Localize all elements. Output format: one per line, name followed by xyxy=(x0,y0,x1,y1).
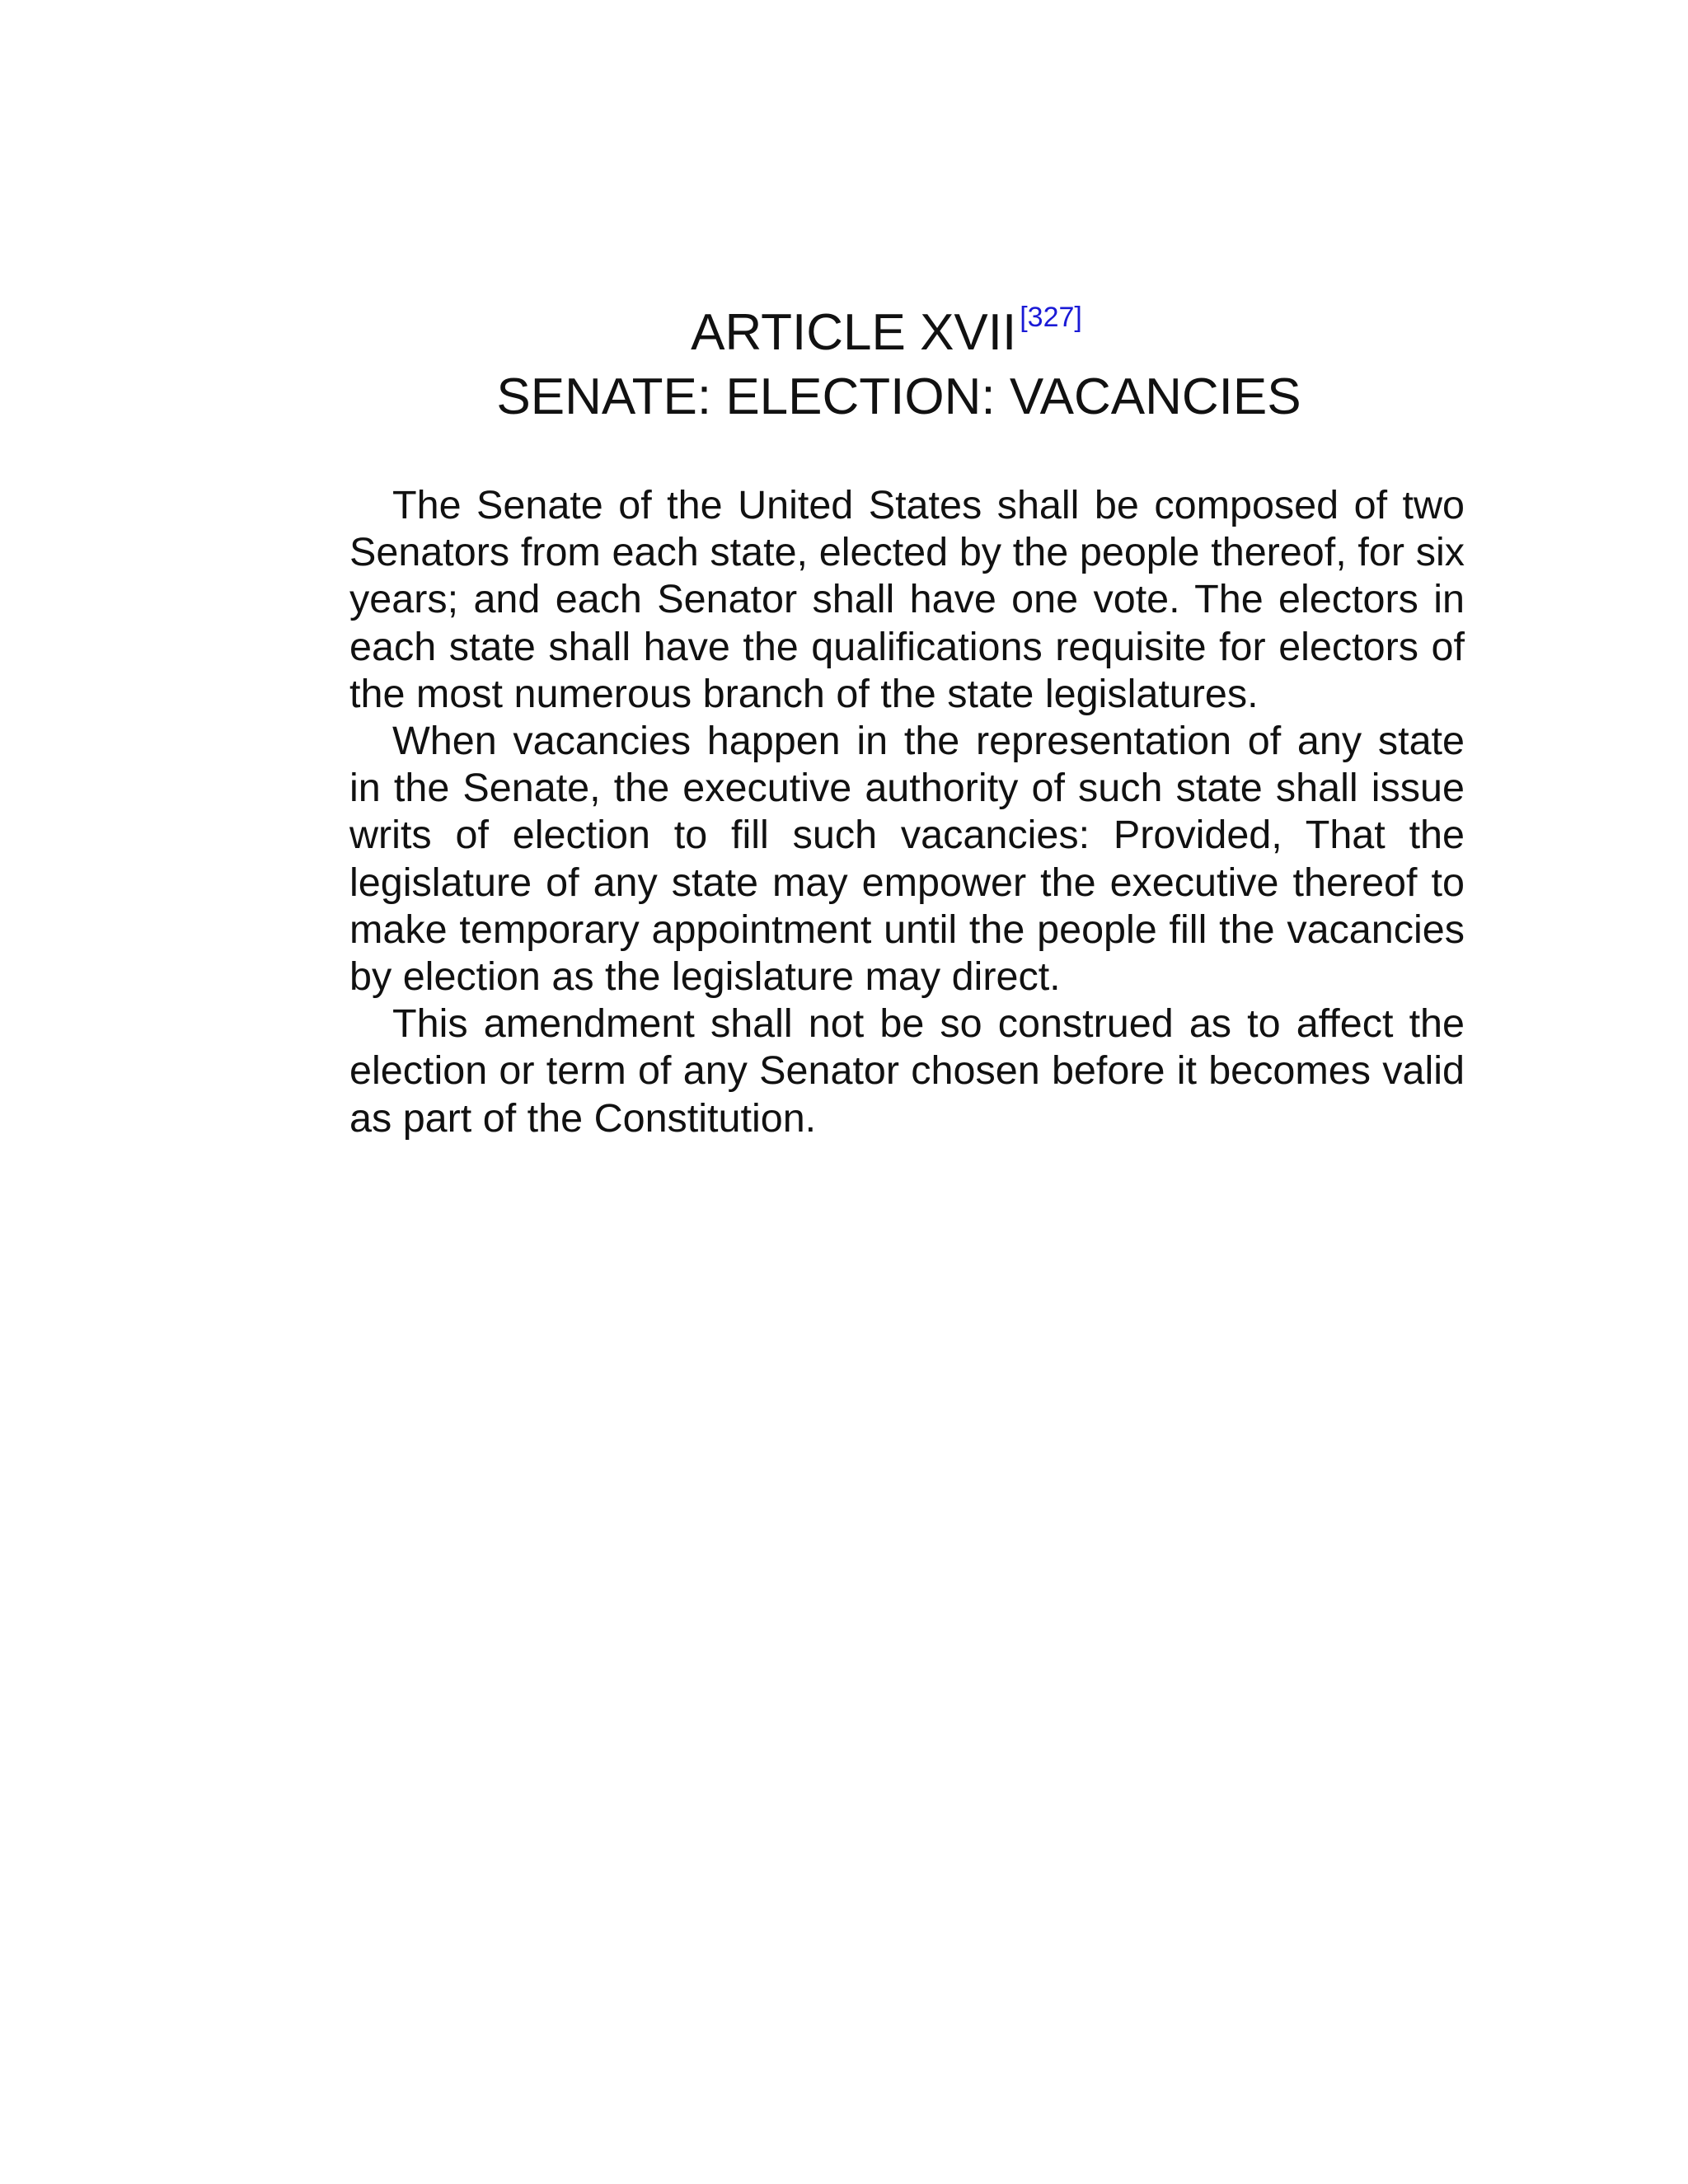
article-body xyxy=(349,482,1465,1142)
paragraph: This amendment shall not be so construed as to affect the election or term of any Senator chosen before it becomes valid as part of the Constitution. xyxy=(349,1001,1465,1141)
article-title: ARTICLE XVII xyxy=(691,304,1017,361)
footnote-reference[interactable] xyxy=(1020,302,1082,333)
article-heading xyxy=(349,301,1448,429)
article-title-line xyxy=(349,301,1448,365)
paragraph: The Senate of the United States shall be composed of two Senators from each state, elected by the people thereof, for six years; and each Senator shall have one vote. The electors in each state shall have the qualifications requisite for electors of the most numerous branch of the state legislatures. xyxy=(349,483,1465,716)
article-subtitle: SENATE: ELECTION: VACANCIES xyxy=(496,368,1301,425)
footnote-link[interactable]: [327] xyxy=(1020,302,1082,333)
paragraph: When vacancies happen in the representation of any state in the Senate, the executive authority of such state shall issue writs of election to fill such vacancies: Provided, That the legislature of any state may empower the executive thereof to make temporary appointment until the people fill the vacancies by election as the legislature may direct. xyxy=(349,719,1465,1000)
